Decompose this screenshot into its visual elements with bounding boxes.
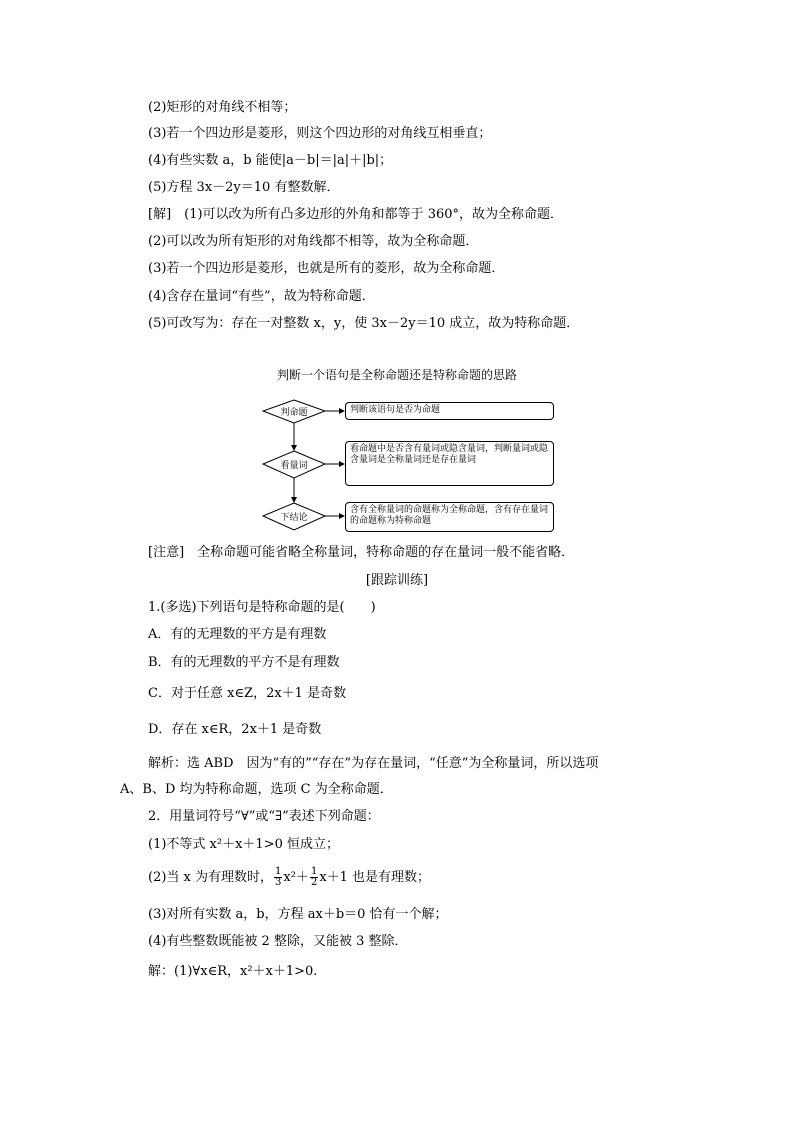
q2-item-2-post: x＋1 也是有理数； (319, 870, 431, 885)
q1-option-a: A．有的无理数的平方是有理数 (148, 627, 327, 642)
q1-analysis-line-1: 解析：选 ABD 因为“有的”“存在”为存在量词，“任意”为全称量词，所以选项 (148, 756, 599, 771)
solution-line-2: (2)可以改为所有矩形的对角线都不相等，故为全称命题． (148, 234, 479, 249)
text-line-4: (5)方程 3x－2y＝10 有整数解． (148, 180, 340, 195)
flow-desc-2: 看命题中是否含有量词或隐含量词，判断量词或隐含量词是全称量词还是存在量词 (345, 441, 554, 486)
q2-item-4: (4)有些整数既能被 2 整除，又能被 3 整除． (148, 934, 408, 949)
text-line-2: (3)若一个四边形是菱形，则这个四边形的对角线互相垂直； (148, 126, 492, 141)
fraction-one-half: $\frac{1}{2}$ (310, 866, 318, 888)
flow-node-1: 判命题 (280, 408, 308, 418)
q2-item-1: (1)不等式 x²＋x＋1>0 恒成立； (148, 837, 339, 852)
flow-node-2: 看量词 (280, 461, 308, 471)
text-line-3: (4)有些实数 a，b 能使|a－b|＝|a|＋|b|； (148, 153, 393, 168)
q2-stem: 2．用量词符号“∀”或“∃”表述下列命题： (148, 809, 380, 824)
q1-option-b: B．有的无理数的平方不是有理数 (148, 655, 340, 670)
solution-line-5: (5)可改写为：存在一对整数 x，y，使 3x－2y＝10 成立，故为特称命题． (148, 316, 580, 331)
note: [注意] 全称命题可能省略全称量词，特称命题的存在量词一般不能省略． (148, 545, 575, 560)
fraction-one-third: $\frac{1}{3}$ (275, 866, 282, 888)
text-line-1: (2)矩形的对角线不相等； (148, 100, 297, 115)
flowchart-title: 判断一个语句是全称命题还是特称命题的思路 (276, 368, 517, 382)
solution-line-4: (4)含存在量词“有些”，故为特称命题． (148, 289, 375, 304)
flow-desc-1: 判断该语句是否为命题 (345, 402, 554, 420)
arrow-down-2 (291, 497, 297, 503)
section-title: [跟踪训练] (365, 573, 429, 588)
q1-analysis-line-2: A、B、D 均为特称命题，选项 C 为全称命题． (120, 782, 393, 797)
flow-node-3: 下结论 (280, 513, 308, 523)
flow-desc-3: 含有全称量词的命题称为全称命题，含有存在量词的命题称为特称命题 (345, 502, 554, 532)
q1-option-d: D．存在 x∈R，2x＋1 是奇数 (148, 722, 322, 737)
q2-solution: 解：(1)∀x∈R，x²＋x＋1>0. (148, 964, 318, 979)
q2-item-2-mid: x²＋ (283, 870, 309, 885)
arrow-down-1 (291, 445, 297, 451)
q2-item-2 (148, 867, 430, 888)
q2-item-3: (3)对所有实数 a，b，方程 ax＋b＝0 恰有一个解； (148, 907, 448, 922)
q1-option-c: C．对于任意 x∈Z，2x＋1 是奇数 (148, 686, 347, 701)
q1-stem: 1.(多选)下列语句是特称命题的是( ) (148, 600, 376, 615)
q2-item-2-pre: (2)当 x 为有理数时， (148, 870, 274, 885)
solution-line-3: (3)若一个四边形是菱形，也就是所有的菱形，故为全称命题． (148, 261, 505, 276)
solution-line-1: [解] (1)可以改为所有凸多边形的外角和都等于 360°，故为全称命题． (148, 207, 564, 222)
